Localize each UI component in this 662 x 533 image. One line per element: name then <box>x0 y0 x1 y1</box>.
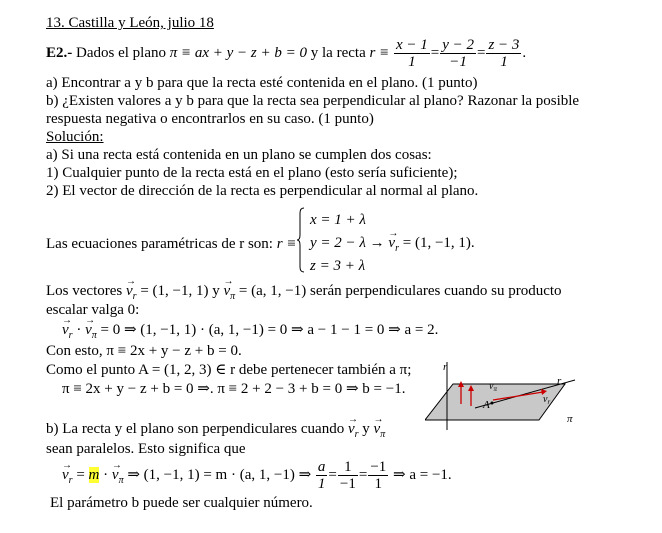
line-fraction-z: $\frac{z - 3}{1}$ <box>488 37 520 71</box>
final-fraction-1: $\frac{a}{1}$ <box>317 459 326 493</box>
vector-vpi: → $v_\pi$ <box>223 282 235 306</box>
section-title: . Castilla y León, julio 18 <box>61 15 214 31</box>
sol-b-line2: sean paralelos. Esto significa que <box>46 441 246 457</box>
question-b-line1: b) ¿Existen valores a y b para que la recta sea perpendicular al plano? Razonar la posible <box>46 93 580 109</box>
plane-equation: π ≡ ax + y − z + b = 0 <box>169 45 308 61</box>
param-row-y-line <box>310 234 475 258</box>
final-fraction-2: $\frac{1}{-1}$ <box>339 459 356 493</box>
vector-vpi: → $v_\pi$ <box>374 420 386 444</box>
perp-line3: → $v_r$ · → $v_\pi = 0$ ⇒ (1, −1, 1) · (a, 1, −1) = 0 ⇒ a − 1 − 1 = 0 ⇒ a = 2. <box>62 321 438 345</box>
line-fraction-y: $\frac{y - 2}{-1}$ <box>442 37 474 71</box>
con-esto: Con esto, π ≡ 2x + y − z + b = 0. <box>46 343 242 359</box>
closing-statement: El parámetro b puede ser cualquier número. <box>50 495 313 511</box>
figure-vec-r-label: $v_r$ <box>543 394 551 406</box>
point-condition: Como el punto A = (1, 2, 3) ∈ r debe pertenecer también a π; <box>46 362 412 378</box>
vector-vr: → $v_r$ <box>62 458 73 498</box>
question-a: a) Encontrar a y b para que la recta esté contenida en el plano. (1 punto) <box>46 75 478 91</box>
perp-line1: Los vectores → $v_r = (1$, −1, 1) $y \to v_\pi = (a$, 1, −1) serán perpendiculares cuando su producto <box>46 282 562 306</box>
param-lead: Las ecuaciones paramétricas de r son: <box>46 236 273 252</box>
figure-vec-pi-label: $v_\pi$ <box>489 381 497 393</box>
point-A-marker <box>491 402 494 405</box>
highlighted-m: m <box>88 467 100 483</box>
param-vr-eq: = (1, −1, 1). <box>402 235 475 251</box>
figure-label-A: A <box>483 399 490 411</box>
final-fraction-3: $\frac{-1}{1}$ <box>370 459 387 493</box>
figure-label-r-top: r <box>443 362 448 373</box>
problem-statement: E2.- Dados el plano π ≡ ax + y − z + b = 0 y la recta r ≡ $\frac{x - 1}{1}$ = $\frac{y - 2}{-1}$ = $\frac{z - 3}{1}$ . <box>46 37 527 71</box>
param-prefix: r ≡ <box>276 236 297 252</box>
system-brace <box>297 207 305 273</box>
solution-label: Solución: <box>46 129 104 145</box>
param-row-y: y = 2 − λ <box>310 235 366 251</box>
vector-vr: → $v_r$ <box>348 420 359 444</box>
vector-vpi: → $v_\pi$ <box>112 458 124 498</box>
sol-b-line1: b) La recta y el plano son perpendiculares cuando → $v_r$ $y \to v_\pi$ <box>46 420 385 444</box>
param-row-z: z = 3 + λ <box>310 258 366 274</box>
vector-vr: → $v_r$ <box>126 282 137 306</box>
question-b-line2: respuesta negativa o encontrarlos en su caso. (1 punto) <box>46 111 374 127</box>
figure-label-pi: π <box>567 413 573 425</box>
section-number: 13 <box>46 15 61 31</box>
problem-intro: Dados el plano <box>76 45 166 61</box>
param-row-x: x = 1 + λ <box>310 212 366 228</box>
line-fraction-x: $\frac{x - 1}{1}$ <box>395 37 428 71</box>
vector-vpi: → $v_\pi$ <box>85 321 97 345</box>
plane-line-figure <box>425 362 585 430</box>
problem-conj: y la recta <box>310 45 366 61</box>
solution-a-line1: a) Si una recta está contenida en un plano se cumplen dos cosas: <box>46 147 432 163</box>
solution-a-line2: 1) Cualquier punto de la recta está en el plano (esto sería suficiente); <box>46 165 458 181</box>
point-equation: π ≡ 2x + y − z + b = 0 ⇒. π ≡ 2 + 2 − 3 + b = 0 ⇒ b = −1. <box>62 381 406 397</box>
vector-vr: → $v_r$ <box>62 321 73 345</box>
param-arrow: → <box>369 235 385 251</box>
section-header <box>46 14 214 32</box>
perp-line2: escalar valga 0: <box>46 302 140 318</box>
solution-a-line3: 2) El vector de dirección de la recta es perpendicular al normal al plano. <box>46 183 479 199</box>
figure-label-r-line: r <box>557 375 562 387</box>
vector-vr: → $v_r$ <box>388 234 399 258</box>
param-lead-line <box>46 235 296 253</box>
final-equation: → $v_r = m$ · → $v_\pi$ ⇒ (1, −1, 1) = m · (a, 1, −1) ⇒ $\frac{a}{1}$ = $\frac{1}{-1}$ = $\frac{-1}{1}$ ⇒ a = −1. <box>62 458 452 498</box>
problem-label: E2.- <box>46 45 73 61</box>
line-prefix: r ≡ <box>369 45 390 61</box>
